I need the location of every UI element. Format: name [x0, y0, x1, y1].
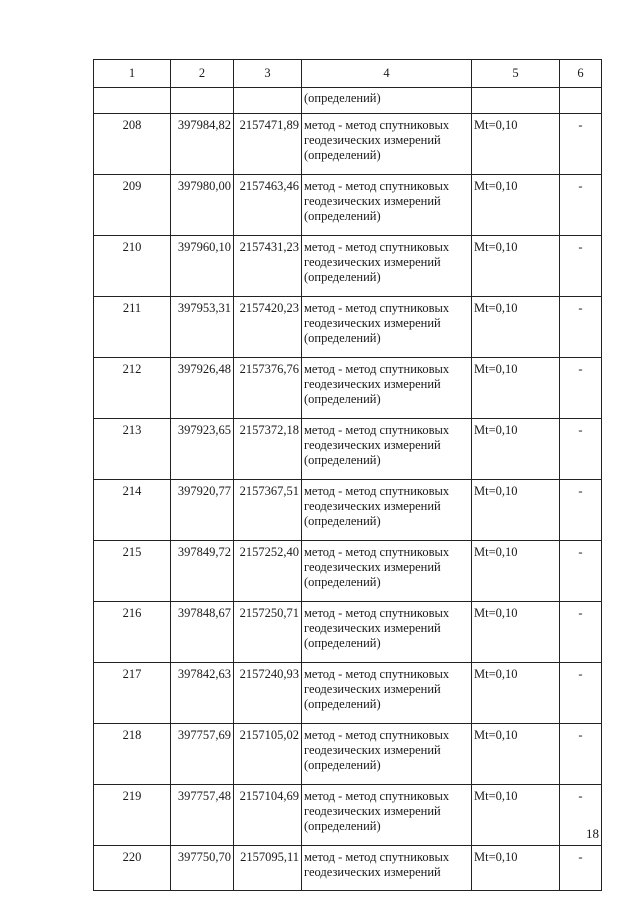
accuracy-cell: Mt=0,10: [472, 785, 560, 846]
accuracy-cell: Mt=0,10: [472, 480, 560, 541]
method-line-3: (определений): [304, 575, 381, 589]
y-coordinate-cell: 2157471,89: [234, 114, 302, 175]
table-row: [94, 663, 602, 724]
method-line-3: (определений): [304, 697, 381, 711]
table-row: [94, 602, 602, 663]
method-line-2: геодезических измерений: [304, 865, 441, 879]
point-number-cell: 220: [94, 846, 171, 891]
continuation-cell-4: (определений): [302, 88, 472, 114]
accuracy-cell: Mt=0,10: [472, 663, 560, 724]
method-line-2: геодезических измерений: [304, 255, 441, 269]
table-row: [94, 419, 602, 480]
point-number-cell: 208: [94, 114, 171, 175]
table-row: [94, 297, 602, 358]
table-row: [94, 236, 602, 297]
accuracy-cell: Mt=0,10: [472, 419, 560, 480]
col6-cell: -: [560, 846, 602, 891]
point-number-cell: 211: [94, 297, 171, 358]
table-row: [94, 541, 602, 602]
y-coordinate-cell: 2157431,23: [234, 236, 302, 297]
method-cell: [302, 541, 472, 602]
method-cell: [302, 297, 472, 358]
y-coordinate-cell: 2157240,93: [234, 663, 302, 724]
accuracy-cell: Mt=0,10: [472, 236, 560, 297]
method-cell: [302, 663, 472, 724]
method-line-2: геодезических измерений: [304, 499, 441, 513]
method-line-2: геодезических измерений: [304, 377, 441, 391]
header-col-5: 5: [472, 60, 560, 88]
method-line-2: геодезических измерений: [304, 743, 441, 757]
method-line-2: геодезических измерений: [304, 316, 441, 330]
point-number-cell: 219: [94, 785, 171, 846]
header-row: [94, 60, 602, 88]
y-coordinate-cell: 2157104,69: [234, 785, 302, 846]
col6-cell: -: [560, 480, 602, 541]
table-row: [94, 175, 602, 236]
method-cell: [302, 175, 472, 236]
method-line-2: геодезических измерений: [304, 560, 441, 574]
header-col-1: 1: [94, 60, 171, 88]
method-line-2: геодезических измерений: [304, 194, 441, 208]
table-row: [94, 846, 602, 891]
method-line-2: геодезических измерений: [304, 438, 441, 452]
y-coordinate-cell: 2157463,46: [234, 175, 302, 236]
point-number-cell: 217: [94, 663, 171, 724]
accuracy-cell: Mt=0,10: [472, 358, 560, 419]
method-cell: [302, 480, 472, 541]
y-coordinate-cell: 2157376,76: [234, 358, 302, 419]
method-line-3: (определений): [304, 148, 381, 162]
x-coordinate-cell: 397848,67: [171, 602, 234, 663]
table-row: [94, 358, 602, 419]
x-coordinate-cell: 397842,63: [171, 663, 234, 724]
continuation-cell-5: [472, 88, 560, 114]
method-line-1: метод - метод спутниковых: [304, 240, 450, 254]
method-cell: [302, 358, 472, 419]
method-line-1: метод - метод спутниковых: [304, 545, 450, 559]
col6-cell: -: [560, 114, 602, 175]
col6-cell: -: [560, 419, 602, 480]
header-col-3: 3: [234, 60, 302, 88]
accuracy-cell: Mt=0,10: [472, 724, 560, 785]
continuation-cell-3: [234, 88, 302, 114]
method-line-3: (определений): [304, 636, 381, 650]
method-line-1: метод - метод спутниковых: [304, 850, 450, 864]
x-coordinate-cell: 397926,48: [171, 358, 234, 419]
continuation-cell-2: [171, 88, 234, 114]
col6-cell: -: [560, 175, 602, 236]
x-coordinate-cell: 397757,48: [171, 785, 234, 846]
col6-cell: -: [560, 602, 602, 663]
point-number-cell: 215: [94, 541, 171, 602]
point-number-cell: 213: [94, 419, 171, 480]
method-line-3: (определений): [304, 270, 381, 284]
accuracy-cell: Mt=0,10: [472, 175, 560, 236]
method-line-1: метод - метод спутниковых: [304, 118, 450, 132]
accuracy-cell: Mt=0,10: [472, 114, 560, 175]
y-coordinate-cell: 2157420,23: [234, 297, 302, 358]
table-body: [94, 88, 602, 891]
method-line-1: метод - метод спутниковых: [304, 179, 450, 193]
method-cell: [302, 419, 472, 480]
y-coordinate-cell: 2157250,71: [234, 602, 302, 663]
col6-cell: -: [560, 358, 602, 419]
method-line-3: (определений): [304, 453, 381, 467]
point-number-cell: 216: [94, 602, 171, 663]
method-line-3: (определений): [304, 392, 381, 406]
accuracy-cell: Mt=0,10: [472, 846, 560, 891]
method-line-1: метод - метод спутниковых: [304, 606, 450, 620]
continuation-cell-1: [94, 88, 171, 114]
x-coordinate-cell: 397750,70: [171, 846, 234, 891]
table-row: [94, 114, 602, 175]
method-line-1: метод - метод спутниковых: [304, 484, 450, 498]
point-number-cell: 210: [94, 236, 171, 297]
accuracy-cell: Mt=0,10: [472, 297, 560, 358]
y-coordinate-cell: 2157252,40: [234, 541, 302, 602]
x-coordinate-cell: 397984,82: [171, 114, 234, 175]
method-line-2: геодезических измерений: [304, 804, 441, 818]
point-number-cell: 209: [94, 175, 171, 236]
method-line-3: (определений): [304, 758, 381, 772]
method-line-1: метод - метод спутниковых: [304, 301, 450, 315]
y-coordinate-cell: 2157367,51: [234, 480, 302, 541]
method-cell: [302, 236, 472, 297]
method-line-3: (определений): [304, 819, 381, 833]
accuracy-cell: Mt=0,10: [472, 602, 560, 663]
y-coordinate-cell: 2157105,02: [234, 724, 302, 785]
y-coordinate-cell: 2157372,18: [234, 419, 302, 480]
col6-cell: -: [560, 297, 602, 358]
table-row: [94, 724, 602, 785]
method-line-2: геодезических измерений: [304, 133, 441, 147]
method-cell: [302, 846, 472, 891]
accuracy-cell: Mt=0,10: [472, 541, 560, 602]
x-coordinate-cell: 397757,69: [171, 724, 234, 785]
method-line-1: метод - метод спутниковых: [304, 667, 450, 681]
header-col-6: 6: [560, 60, 602, 88]
method-line-1: метод - метод спутниковых: [304, 728, 450, 742]
method-line-3: (определений): [304, 209, 381, 223]
col6-cell: -: [560, 236, 602, 297]
col6-cell: -: [560, 724, 602, 785]
method-line-3: (определений): [304, 514, 381, 528]
x-coordinate-cell: 397849,72: [171, 541, 234, 602]
coordinates-table: [93, 59, 602, 891]
x-coordinate-cell: 397960,10: [171, 236, 234, 297]
method-line-1: метод - метод спутниковых: [304, 789, 450, 803]
point-number-cell: 214: [94, 480, 171, 541]
method-cell: [302, 602, 472, 663]
method-cell: [302, 724, 472, 785]
point-number-cell: 218: [94, 724, 171, 785]
method-line-2: геодезических измерений: [304, 682, 441, 696]
x-coordinate-cell: 397923,65: [171, 419, 234, 480]
x-coordinate-cell: 397920,77: [171, 480, 234, 541]
point-number-cell: 212: [94, 358, 171, 419]
method-line-1: метод - метод спутниковых: [304, 423, 450, 437]
continuation-row: [94, 88, 602, 114]
table-row: [94, 785, 602, 846]
header-col-2: 2: [171, 60, 234, 88]
method-cell: [302, 785, 472, 846]
continuation-cell-6: [560, 88, 602, 114]
x-coordinate-cell: 397980,00: [171, 175, 234, 236]
x-coordinate-cell: 397953,31: [171, 297, 234, 358]
table-header: [94, 60, 602, 88]
method-line-3: (определений): [304, 331, 381, 345]
col6-cell: -: [560, 541, 602, 602]
method-line-1: метод - метод спутниковых: [304, 362, 450, 376]
col6-cell: -: [560, 663, 602, 724]
table-row: [94, 480, 602, 541]
header-col-4: 4: [302, 60, 472, 88]
method-cell: [302, 114, 472, 175]
y-coordinate-cell: 2157095,11: [234, 846, 302, 891]
method-line-2: геодезических измерений: [304, 621, 441, 635]
col6-cell: -: [560, 785, 602, 846]
page-number: 18: [586, 826, 599, 841]
